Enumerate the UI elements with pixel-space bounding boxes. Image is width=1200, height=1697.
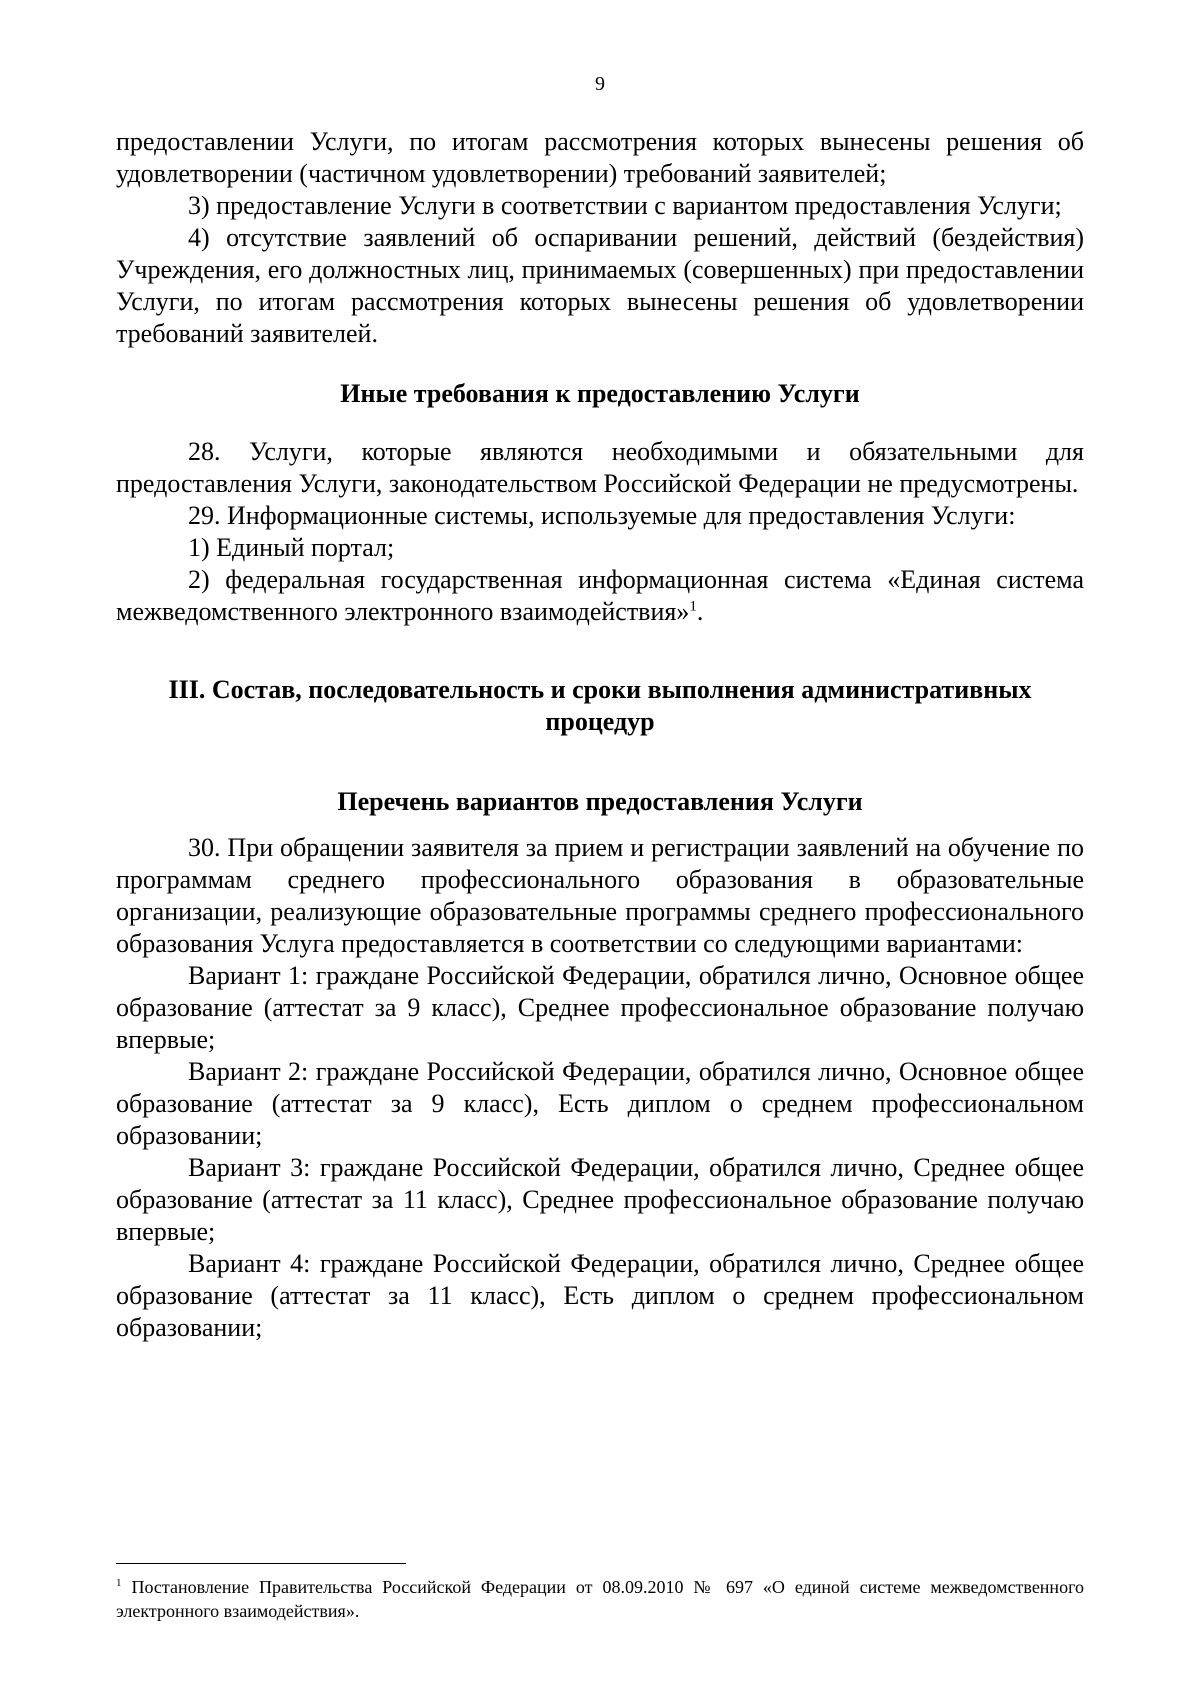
footnote <box>116 1575 1084 1623</box>
subsection-heading-block <box>116 786 1084 818</box>
variant-3: Вариант 3: граждане Российской Федерации, обратился лично, Среднее общее образование (аттестат за 11 класс), Среднее профессиональное образование получаю впервые; <box>116 1153 1084 1246</box>
section-heading-variants-list: Перечень вариантов предоставления Услуги <box>337 787 863 816</box>
footnote-reference: 1 <box>689 598 697 615</box>
section-heading-other-requirements: Иные требования к предоставлению Услуги <box>340 379 860 408</box>
page-number: 9 <box>595 73 605 95</box>
text-block-variants <box>116 832 1084 1344</box>
paragraph-28: 28. Услуги, которые являются необходимыми и обязательными для предоставления Услуги, законодательством Российской Федерации не предусмотрены. <box>116 437 1084 498</box>
text-block-requirements <box>116 436 1084 628</box>
footnote-text: Постановление Правительства Российской Федерации от 08.09.2010 № 697 «О единой системе межведомственного электронного взаимодействия». <box>116 1577 1085 1621</box>
variant-2: Вариант 2: граждане Российской Федерации, обратился лично, Основное общее образование (аттестат за 9 класс), Есть диплом о среднем профессиональном образовании; <box>116 1057 1084 1150</box>
paragraph-29-item-1: 1) Единый портал; <box>188 533 395 562</box>
footnote-mark: 1 <box>116 1577 122 1589</box>
paragraph-item-3: 3) предоставление Услуги в соответствии с вариантом предоставления Услуги; <box>188 191 1062 220</box>
paragraph-29-item-2 <box>116 564 1084 628</box>
paragraph-30: 30. При обращении заявителя за прием и регистрации заявлений на обучение по программам среднего профессионального образования в образовательные организации, реализующие образовательные программы среднего профессионального образования Услуга предоставляется в соответствии со следующими вариантами: <box>116 833 1084 958</box>
paragraph-continuation: предоставлении Услуги, по итогам рассмотрения которых вынесены решения об удовлетворении (частичном удовлетворении) требований заявителей; <box>116 127 1084 188</box>
paragraph-29-item-2-text: 2) федеральная государственная информационная система «Единая система межведомственного электронного взаимодействия» <box>116 565 1084 626</box>
chapter-heading-line-2: процедур <box>545 707 655 736</box>
chapter-heading-block <box>116 674 1084 738</box>
footnote-separator <box>116 1563 406 1564</box>
section-heading-block <box>116 378 1084 410</box>
chapter-heading-line-1: III. Состав, последовательность и сроки выполнения административных <box>168 675 1032 704</box>
variant-4: Вариант 4: граждане Российской Федерации, обратился лично, Среднее общее образование (аттестат за 11 класс), Есть диплом о среднем профессиональном образовании; <box>116 1249 1084 1342</box>
paragraph-29-item-2-end: . <box>696 597 704 626</box>
variant-1: Вариант 1: граждане Российской Федерации, обратился лично, Основное общее образование (аттестат за 9 класс), Среднее профессиональное образование получаю впервые; <box>116 961 1084 1054</box>
paragraph-29: 29. Информационные системы, используемые для предоставления Услуги: <box>188 501 1016 530</box>
paragraph-item-4: 4) отсутствие заявлений об оспаривании решений, действий (бездействия) Учреждения, его должностных лиц, принимаемых (совершенных) при предоставлении Услуги, по итогам рассмотрения которых вынесены решения об удовлетворении требований заявителей. <box>116 223 1084 348</box>
text-block-intro <box>116 126 1084 350</box>
